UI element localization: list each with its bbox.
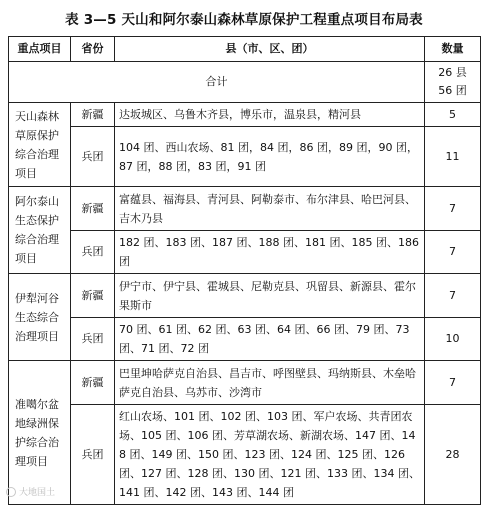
count-cell: 7 [425, 231, 481, 274]
watermark [6, 485, 55, 498]
project-name: 准噶尔盆地绿洲保护综合治理项目 [9, 361, 71, 505]
table-title: 表 3—5 天山和阿尔泰山森林草原保护工程重点项目布局表 [65, 12, 423, 28]
province-cell: 兵团 [71, 405, 115, 505]
count-cell: 28 [425, 405, 481, 505]
watermark-logo-icon [6, 487, 16, 497]
table-row [9, 361, 481, 405]
count-cell: 7 [425, 361, 481, 405]
table-row [9, 318, 481, 361]
counties-cell: 70 团、61 团、62 团、63 团、64 团、66 团、79 团、73 团、71 团、72 团 [115, 318, 425, 361]
count-cell: 11 [425, 127, 481, 187]
count-cell: 7 [425, 187, 481, 231]
table-row [9, 405, 481, 505]
count-cell: 10 [425, 318, 481, 361]
project-layout-table [8, 36, 481, 505]
header-province: 省份 [71, 37, 115, 62]
count-cell: 5 [425, 103, 481, 127]
header-project: 重点项目 [9, 37, 71, 62]
total-count-counties: 26 县 [438, 66, 467, 79]
counties-cell: 104 团、西山农场、81 团，84 团，86 团，89 团，90 团，87 团，88 团，83 团，91 团 [115, 127, 425, 187]
header-count: 数量 [425, 37, 481, 62]
province-cell: 新疆 [71, 187, 115, 231]
counties-cell: 富蕴县、福海县、青河县、阿勒泰市、布尔津县、哈巴河县、吉木乃县 [115, 187, 425, 231]
counties-cell: 达坂城区、乌鲁木齐县，博乐市，温泉县，精河县 [115, 103, 425, 127]
province-cell: 新疆 [71, 361, 115, 405]
table-row [9, 127, 481, 187]
project-name: 伊犁河谷生态综合治理项目 [9, 274, 71, 361]
count-cell: 7 [425, 274, 481, 318]
header-counties: 县（市、区、团） [115, 37, 425, 62]
watermark-text: 大地国土 [19, 488, 56, 498]
total-label: 合计 [9, 62, 425, 103]
province-cell: 兵团 [71, 231, 115, 274]
project-name: 天山森林草原保护综合治理项目 [9, 103, 71, 187]
counties-cell: 巴里坤哈萨克自治县、昌吉市、呼图壁县、玛纳斯县、木垒哈萨克自治县、乌苏市、沙湾市 [115, 361, 425, 405]
counties-cell: 伊宁市、伊宁县、霍城县、尼勒克县、巩留县、新源县、霍尔果斯市 [115, 274, 425, 318]
province-cell: 兵团 [71, 318, 115, 361]
counties-cell: 182 团、183 团、187 团、188 团、181 团、185 团、186 团 [115, 231, 425, 274]
total-row [9, 62, 481, 103]
header-row [9, 37, 481, 62]
table-row [9, 231, 481, 274]
project-name: 阿尔泰山生态保护综合治理项目 [9, 187, 71, 274]
province-cell: 新疆 [71, 103, 115, 127]
province-cell: 兵团 [71, 127, 115, 187]
total-count [425, 62, 481, 103]
table-row [9, 274, 481, 318]
total-count-regiments: 56 团 [438, 84, 467, 97]
table-row [9, 103, 481, 127]
table-row [9, 187, 481, 231]
counties-cell: 红山农场、101 团、102 团、103 团、军户农场、共青团农场、105 团、106 团、芳草湖农场、新湖农场、147 团、148 团、149 团、150 团、123 团、124 团、125 团、126 团、127 团、128 团、130 团、121 团、133 团、134 团、141 团、142 团、143 团、144 团 [115, 405, 425, 505]
province-cell: 新疆 [71, 274, 115, 318]
